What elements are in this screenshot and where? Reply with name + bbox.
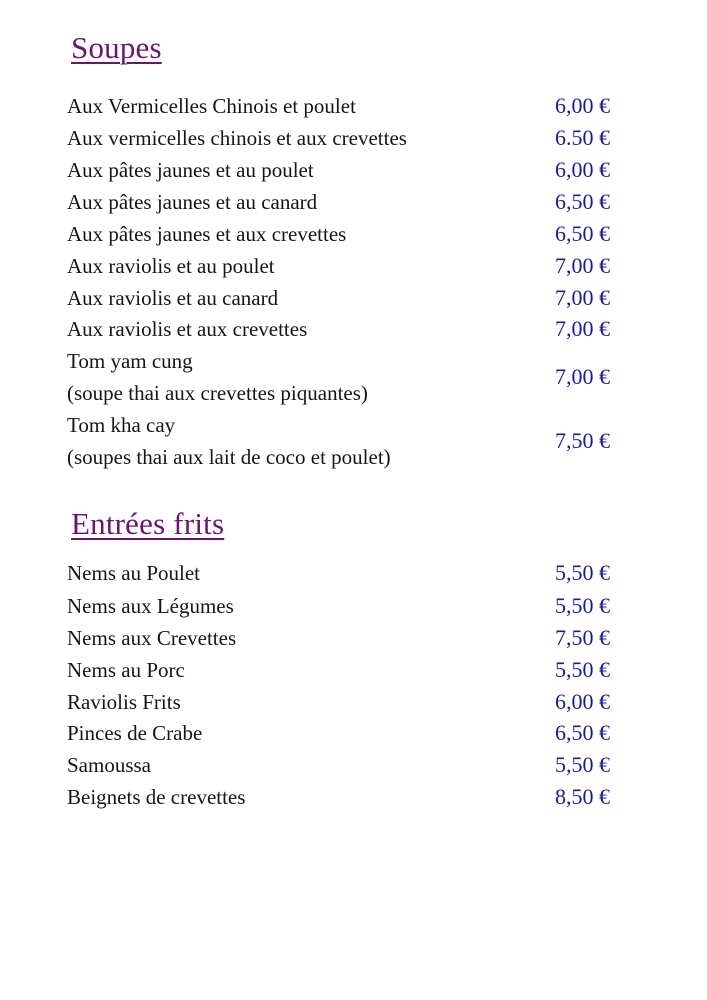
item-name: Tom kha cay — [67, 413, 176, 437]
item-name: Aux raviolis et au poulet — [67, 254, 275, 278]
section-title: Entrées frits — [71, 506, 225, 541]
item-name: Nems aux Légumes — [67, 594, 234, 618]
item-price: 6,50 € — [555, 189, 610, 214]
item-description: (soupes thai aux lait de coco et poulet) — [67, 445, 391, 469]
item-price: 7,00 € — [555, 364, 610, 389]
item-price: 7,50 € — [555, 428, 610, 453]
item-price: 5,50 € — [555, 752, 610, 777]
item-name: Nems au Porc — [67, 658, 185, 682]
item-price: 5,50 € — [555, 657, 610, 682]
item-price: 7,50 € — [555, 625, 610, 650]
item-price: 6.50 € — [555, 125, 610, 150]
item-name: Beignets de crevettes — [67, 785, 246, 809]
item-description: (soupe thai aux crevettes piquantes) — [67, 381, 368, 405]
item-price: 7,00 € — [555, 316, 610, 341]
item-name: Aux pâtes jaunes et au canard — [67, 190, 318, 214]
item-name: Tom yam cung — [67, 349, 193, 373]
item-price: 6,50 € — [555, 720, 610, 745]
item-price: 8,50 € — [555, 784, 610, 809]
item-price: 5,50 € — [555, 560, 610, 585]
item-name: Samoussa — [67, 753, 151, 777]
item-price: 5,50 € — [555, 593, 610, 618]
item-price: 6,50 € — [555, 221, 610, 246]
item-name: Aux vermicelles chinois et aux crevettes — [67, 126, 407, 150]
item-name: Aux pâtes jaunes et au poulet — [67, 158, 314, 182]
item-name: Aux raviolis et au canard — [67, 286, 279, 310]
item-price: 6,00 € — [555, 689, 610, 714]
item-price: 7,00 € — [555, 285, 610, 310]
item-name: Pinces de Crabe — [67, 721, 203, 745]
item-name: Aux raviolis et aux crevettes — [67, 317, 308, 341]
item-name: Raviolis Frits — [67, 690, 181, 714]
item-name: Aux pâtes jaunes et aux crevettes — [67, 222, 347, 246]
section-title: Soupes — [71, 30, 162, 65]
item-name: Nems aux Crevettes — [67, 626, 237, 650]
item-price: 7,00 € — [555, 253, 610, 278]
item-name: Aux Vermicelles Chinois et poulet — [67, 94, 356, 118]
item-price: 6,00 € — [555, 93, 610, 118]
item-name: Nems au Poulet — [67, 561, 200, 585]
item-price: 6,00 € — [555, 157, 610, 182]
